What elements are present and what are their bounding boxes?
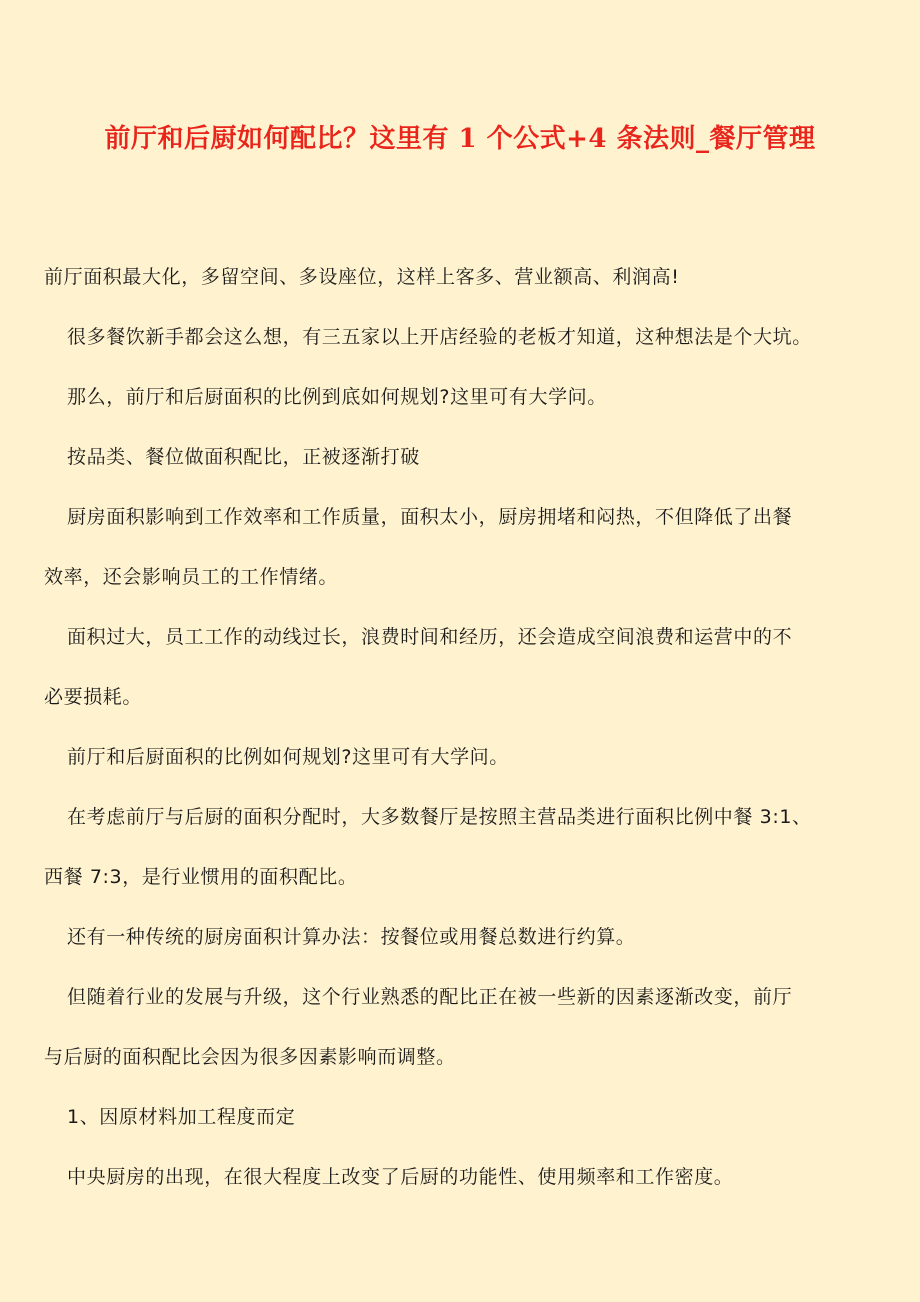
paragraph-7-line-2: 西餐 7:3，是行业惯用的面积配比。 (44, 866, 358, 888)
paragraph-5-line-2: 必要损耗。 (44, 686, 143, 708)
paragraph-4-line-1: 厨房面积影响到工作效率和工作质量，面积太小，厨房拥堵和闷热，不但降低了出餐 (67, 506, 793, 528)
section-heading-1: 按品类、餐位做面积配比，正被逐渐打破 (67, 446, 420, 468)
paragraph-2: 很多餐饮新手都会这么想，有三五家以上开店经验的老板才知道，这种想法是个大坑。 (67, 326, 812, 348)
paragraph-8: 还有一种传统的厨房面积计算办法：按餐位或用餐总数进行约算。 (67, 926, 636, 948)
paragraph-5-line-1: 面积过大，员工工作的动线过长，浪费时间和经历，还会造成空间浪费和运营中的不 (67, 626, 793, 648)
paragraph-6: 前厅和后厨面积的比例如何规划?这里可有大学问。 (67, 746, 509, 768)
paragraph-3: 那么，前厅和后厨面积的比例到底如何规划?这里可有大学问。 (67, 386, 607, 408)
paragraph-1: 前厅面积最大化，多留空间、多设座位，这样上客多、营业额高、利润高! (44, 266, 680, 288)
section-heading-2: 1、因原材料加工程度而定 (67, 1106, 296, 1128)
document-title: 前厅和后厨如何配比？这里有 1 个公式+4 条法则_餐厅管理 (104, 124, 816, 154)
paragraph-10: 中央厨房的出现，在很大程度上改变了后厨的功能性、使用频率和工作密度。 (67, 1166, 734, 1188)
paragraph-4-line-2: 效率，还会影响员工的工作情绪。 (44, 566, 339, 588)
paragraph-9-line-1: 但随着行业的发展与升级，这个行业熟悉的配比正在被一些新的因素逐渐改变，前厅 (67, 986, 793, 1008)
paragraph-7-line-1: 在考虑前厅与后厨的面积分配时，大多数餐厅是按照主营品类进行面积比例中餐 3:1、 (67, 806, 812, 828)
paragraph-9-line-2: 与后厨的面积配比会因为很多因素影响而调整。 (44, 1046, 456, 1068)
